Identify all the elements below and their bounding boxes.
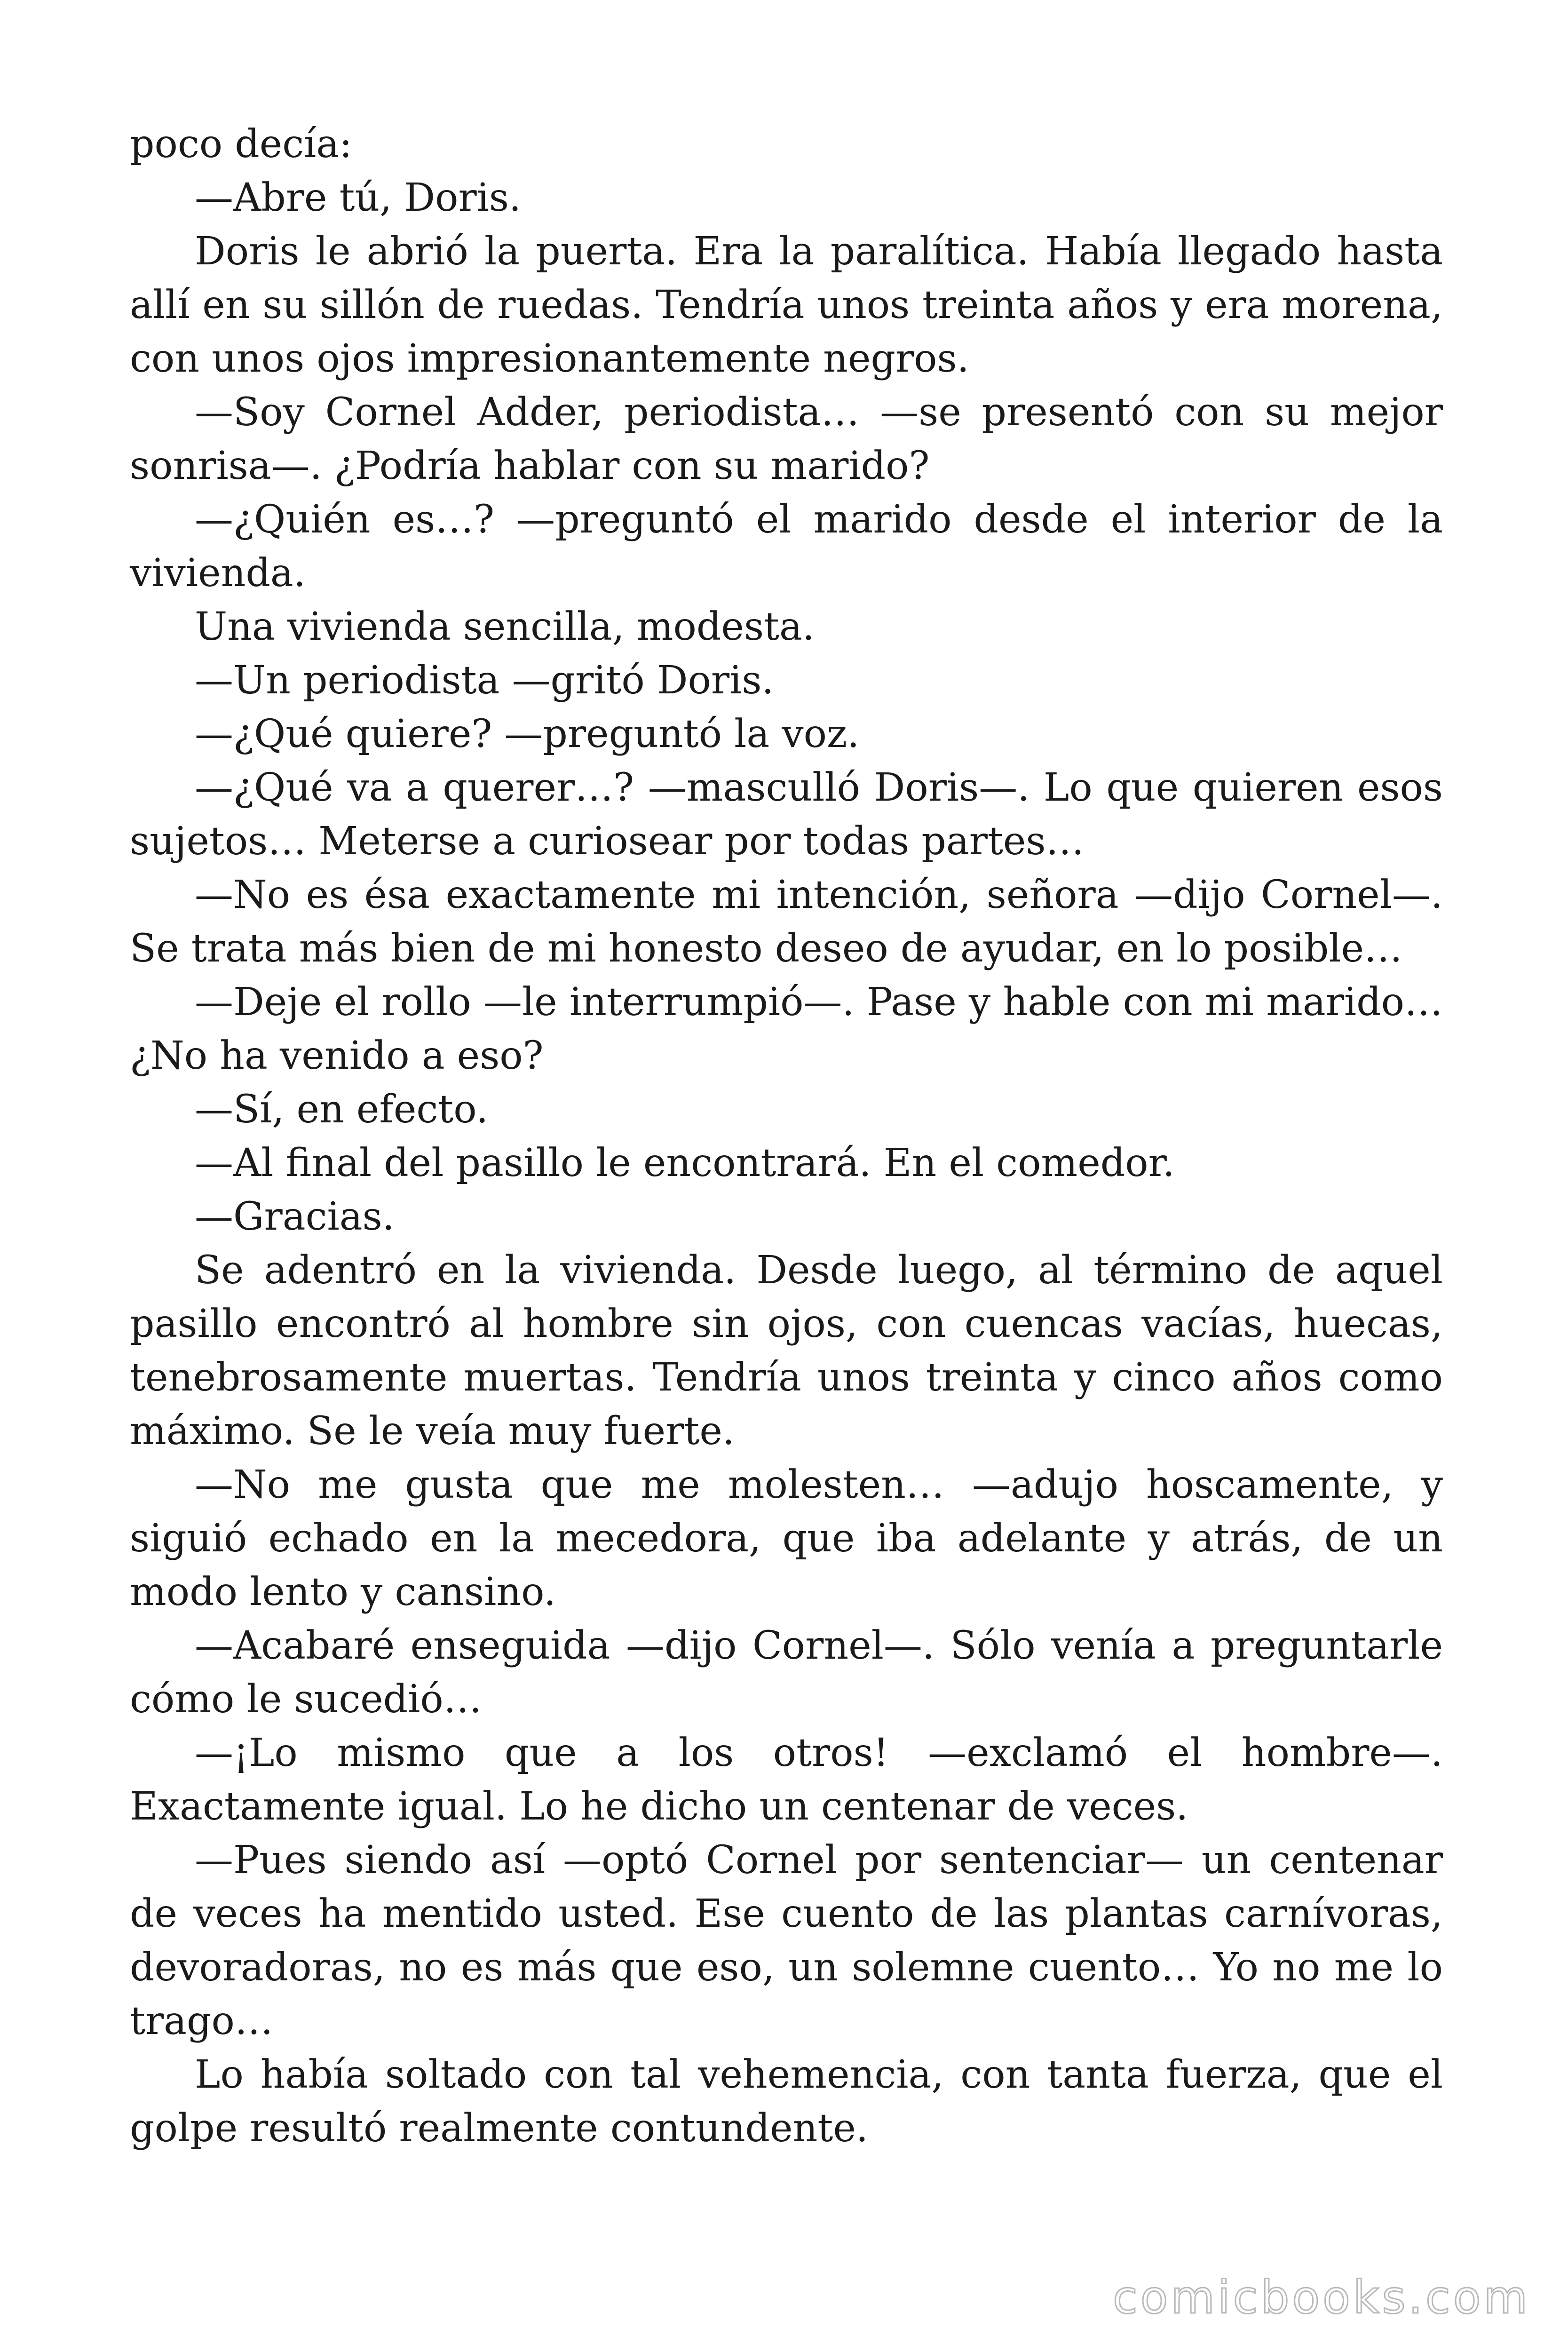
paragraph: Una vivienda sencilla, modesta. [195,604,815,649]
paragraph: —¿Qué quiere? —preguntó la voz. [195,712,860,756]
paragraph: Doris le abrió la puerta. Era la paralítica. Había llegado hasta allí en su sillón de ruedas. Tendría unos treinta años y era morena, con unos ojos impresionantemente negros. [130,229,1443,381]
paragraph: —No me gusta que me molesten… —adujo hoscamente, y siguió echado en la mecedora, que iba adelante y atrás, de un modo lento y cansino. [130,1462,1443,1614]
paragraph: —Al final del pasillo le encontrará. En el comedor. [195,1141,1175,1185]
paragraph: —¿Quién es…? —preguntó el marido desde el interior de la vivienda. [130,497,1443,596]
paragraph: poco decía: [130,122,352,167]
paragraph: Se adentró en la vivienda. Desde luego, al término de aquel pasillo encontró al hombre sin ojos, con cuencas vacías, huecas, tenebrosamente muertas. Tendría unos treinta y cinco años como máximo. Se le veía muy fuerte. [130,1248,1443,1454]
paragraph: —Abre tú, Doris. [195,175,522,220]
paragraph: —¡Lo mismo que a los otros! —exclamó el hombre—. Exactamente igual. Lo he dicho un centenar de veces. [130,1731,1443,1829]
paragraph: —Soy Cornel Adder, periodista… —se presentó con su mejor sonrisa—. ¿Podría hablar con su marido? [130,390,1443,488]
page-body-text [130,118,1443,2155]
paragraph: —Un periodista —gritó Doris. [195,658,774,703]
watermark: comicbooks.com [1112,2271,1530,2324]
paragraph: —Acabaré enseguida —dijo Cornel—. Sólo venía a preguntarle cómo le sucedió… [130,1623,1443,1722]
paragraph: —Pues siendo así —optó Cornel por sentenciar— un centenar de veces ha mentido usted. Ese cuento de las plantas carnívoras, devoradoras, no es más que eso, un solemne cuento… Yo no me lo trago… [130,1838,1443,2043]
paragraph: —Sí, en efecto. [195,1087,489,1132]
paragraph: Lo había soltado con tal vehemencia, con tanta fuerza, que el golpe resultó realmente contundente. [130,2052,1443,2151]
paragraph: —No es ésa exactamente mi intención, señora —dijo Cornel—. Se trata más bien de mi honesto deseo de ayudar, en lo posible… [130,873,1443,971]
paragraph: —Deje el rollo —le interrumpió—. Pase y hable con mi marido… ¿No ha venido a eso? [130,980,1443,1078]
paragraph: —Gracias. [195,1194,395,1239]
paragraph: —¿Qué va a querer…? —masculló Doris—. Lo que quieren esos sujetos… Meterse a curiosear por todas partes… [130,765,1443,864]
